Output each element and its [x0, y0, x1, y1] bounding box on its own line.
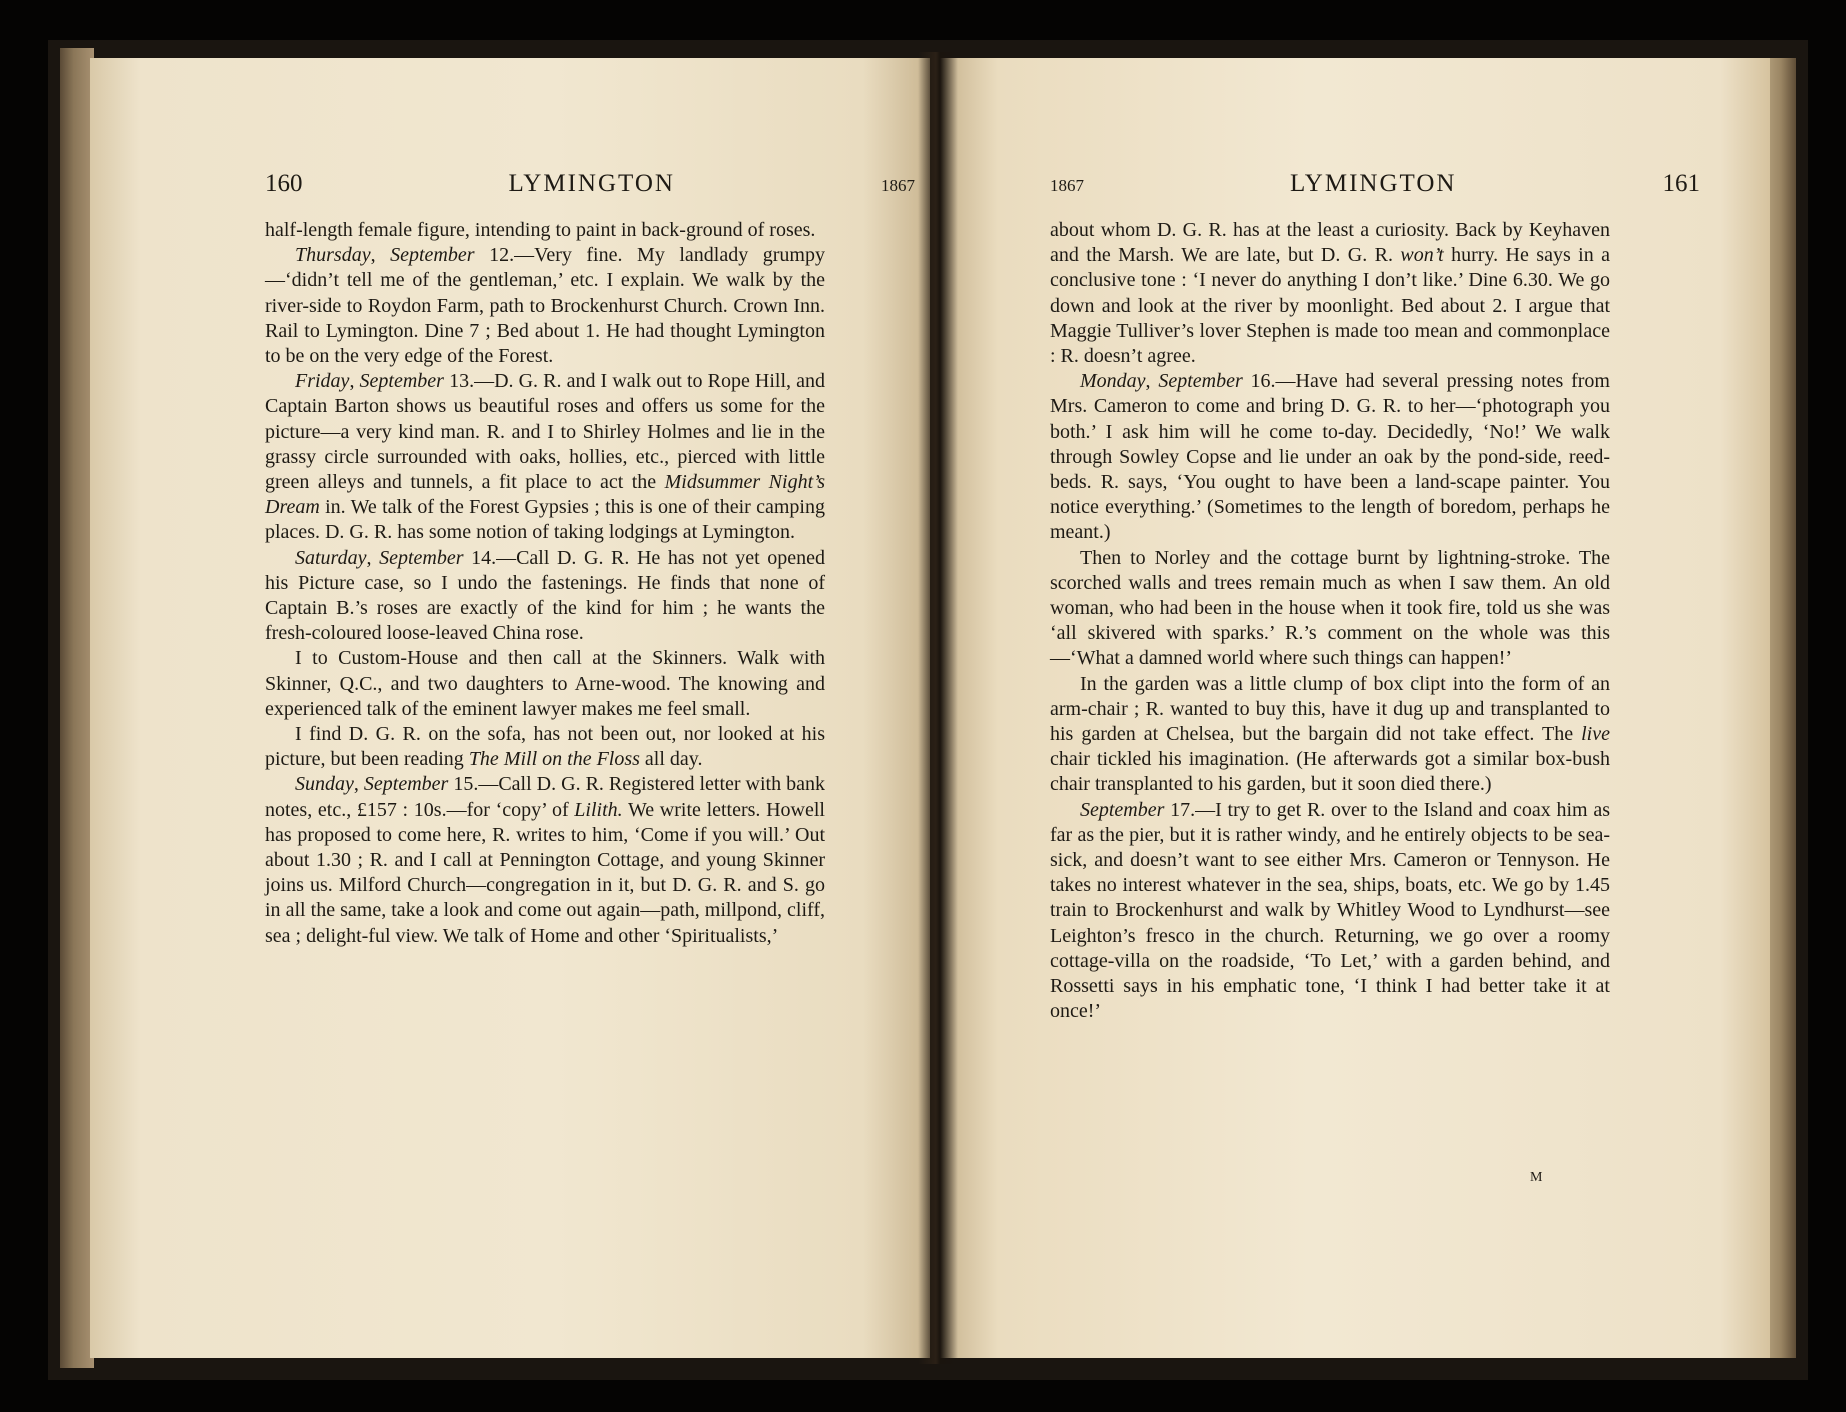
paragraph	[1050, 546, 1610, 672]
text-run: about whom D. G. R. has at the least a curiosity. Back by Keyhaven and the Marsh. We are late, but D. G. R.	[1050, 219, 1610, 267]
text-run: I to Custom-House and then call at the Skinners. Walk with Skinner, Q.C., and two daughters to Arne-wood. The knowing and experienced talk of the eminent lawyer makes me feel small.	[265, 647, 825, 720]
text-run: Then to Norley and the cottage burnt by lightning-stroke. The scorched walls and trees remain much as when I saw them. An old woman, who had been in the house when it took fire, told us she was ‘all skivered with sparks.’ R.’s comment on the whole was this—‘What a damned world where such things can happen!’	[1050, 546, 1610, 670]
right-page-number: 161	[1662, 170, 1700, 197]
text-run: ,	[353, 773, 364, 796]
right-page-header	[1050, 170, 1700, 210]
left-running-title: LYMINGTON	[508, 170, 675, 197]
text-run: ,	[349, 370, 360, 393]
text-run: We write letters. Howell has proposed to come here, R. writes to him, ‘Come if you will.’ Out about 1.30 ; R. and I call at Pennington Cottage, and young Skinner joins us. Milford Church—congregation in it, but D. G. R. and S. go in all the same, take a look and come out again—path, millpond, cliff, sea ; delight-ful view. We talk of Home and other ‘Spiritualists,’	[265, 798, 825, 947]
italic-text: Thursday	[295, 244, 371, 267]
italic-text: September	[1158, 370, 1243, 393]
paragraph	[265, 772, 825, 948]
text-run: hurry. He says in a conclusive tone : ‘I never do anything I don’t like.’ Dine 6.30. We go down and look at the river by moonlight. Bed about 2. I argue that Maggie Tulliver’s lover Stephen is made too mean and commonplace : R. doesn’t agree.	[1050, 244, 1610, 368]
text-run: 15.—Call D. G. R. Registered letter with bank notes, etc., £157 : 10s.—for ‘copy’ of	[265, 773, 825, 821]
italic-text: September	[390, 244, 475, 267]
left-page-number: 160	[265, 170, 303, 197]
left-page-header	[265, 170, 915, 210]
italic-text: Saturday	[295, 546, 367, 569]
paragraph	[265, 369, 825, 545]
italic-text: September	[379, 546, 464, 569]
right-page-text	[1050, 218, 1610, 1025]
right-running-title: LYMINGTON	[1290, 170, 1457, 197]
italic-text: Sunday	[295, 773, 354, 796]
text-run: ,	[366, 546, 380, 569]
left-page	[90, 58, 930, 1358]
text-run: in. We talk of the Forest Gypsies ; this is one of their camping places. D. G. R. has some notion of taking lodgings at Lymington.	[265, 496, 825, 544]
italic-text: The Mill on the Floss	[468, 748, 640, 771]
paragraph	[1050, 672, 1610, 798]
text-run: I find D. G. R. on the sofa, has not been out, nor looked at his picture, but been reading	[265, 723, 825, 771]
paragraph	[265, 546, 825, 647]
text-run: 13.—D. G. R. and I walk out to Rope Hill, and Captain Barton shows us beautiful roses and offers us some for the picture—a very kind man. R. and I to Shirley Holmes and lie in the grassy circle surrounded with oaks, hollies, etc., pierced with little green alleys and tunnels, a fit place to act the	[265, 370, 826, 494]
paragraph	[1050, 798, 1610, 1025]
signature-mark: M	[1530, 1170, 1544, 1185]
text-run: 14.—Call D. G. R. He has not yet opened his Picture case, so I undo the fastenings. He finds that none of Captain B.’s roses are exactly of the kind for him ; he wants the fresh-coloured loose-leaved China rose.	[265, 546, 826, 645]
left-page-text	[265, 218, 825, 949]
right-page	[940, 58, 1770, 1358]
paragraph	[1050, 369, 1610, 545]
italic-text: September	[359, 370, 444, 393]
italic-text: won’t	[1400, 244, 1444, 267]
right-year: 1867	[1050, 176, 1084, 195]
left-year: 1867	[880, 176, 915, 195]
paragraph	[265, 243, 825, 369]
text-run: all day.	[639, 748, 703, 771]
paragraph	[265, 218, 825, 243]
paragraph	[1050, 218, 1610, 369]
italic-text: live	[1581, 723, 1610, 746]
italic-text: Monday	[1080, 370, 1146, 393]
text-run: ,	[370, 244, 391, 267]
text-run: In the garden was a little clump of box clipt into the form of an arm-chair ; R. wanted to buy this, have it dug up and transplanted to his garden at Chelsea, but the bargain did not take effect. The	[1050, 672, 1610, 746]
paragraph	[265, 646, 825, 722]
italic-text: Midsummer Night’s Dream	[265, 471, 825, 519]
paragraph	[265, 722, 825, 772]
text-run: 12.—Very fine. My landlady grumpy—‘didn’t tell me of the gentleman,’ etc. I explain. We walk by the river-side to Roydon Farm, path to Brockenhurst Church. Crown Inn. Rail to Lymington. Dine 7 ; Bed about 1. He had thought Lymington to be on the very edge of the Forest.	[265, 244, 825, 368]
italic-text: September	[1080, 798, 1165, 821]
text-run: half-length female figure, intending to paint in back-ground of roses.	[265, 219, 816, 241]
italic-text: Friday	[295, 370, 350, 393]
text-run: 17.—I try to get R. over to the Island and coax him as far as the pier, but it is rather windy, and he entirely objects to be sea-sick, and doesn’t want to see either Mrs. Cameron or Tennyson. He takes no interest whatever in the sea, ships, boats, etc. We go by 1.45 train to Brockenhurst and walk by Whitley Wood to Lyndhurst—see Leighton’s fresco in the church. Returning, we go over a roomy cottage-villa on the roadside, ‘To Let,’ with a garden behind, and Rossetti says in his emphatic tone, ‘I think I had better take it at once!’	[1050, 798, 1610, 1023]
left-page-edges	[60, 48, 94, 1368]
book-gutter	[918, 52, 958, 1364]
text-run: 16.—Have had several pressing notes from Mrs. Cameron to come and bring D. G. R. to her—‘photograph you both.’ I ask him will he come to-day. Decidedly, ‘No!’ We walk through Sowley Copse and lie under an oak by the pond-side, reed-beds. R. says, ‘You ought to have been a land-scape painter. You notice everything.’ (Sometimes to the length of boredom, perhaps he meant.)	[1050, 370, 1610, 544]
text-run: chair tickled his imagination. (He afterwards got a similar box-bush chair transplanted to his garden, but it soon died there.)	[1050, 748, 1610, 796]
italic-text: Lilith.	[574, 798, 623, 821]
text-run: ,	[1145, 370, 1159, 393]
italic-text: September	[363, 773, 449, 796]
